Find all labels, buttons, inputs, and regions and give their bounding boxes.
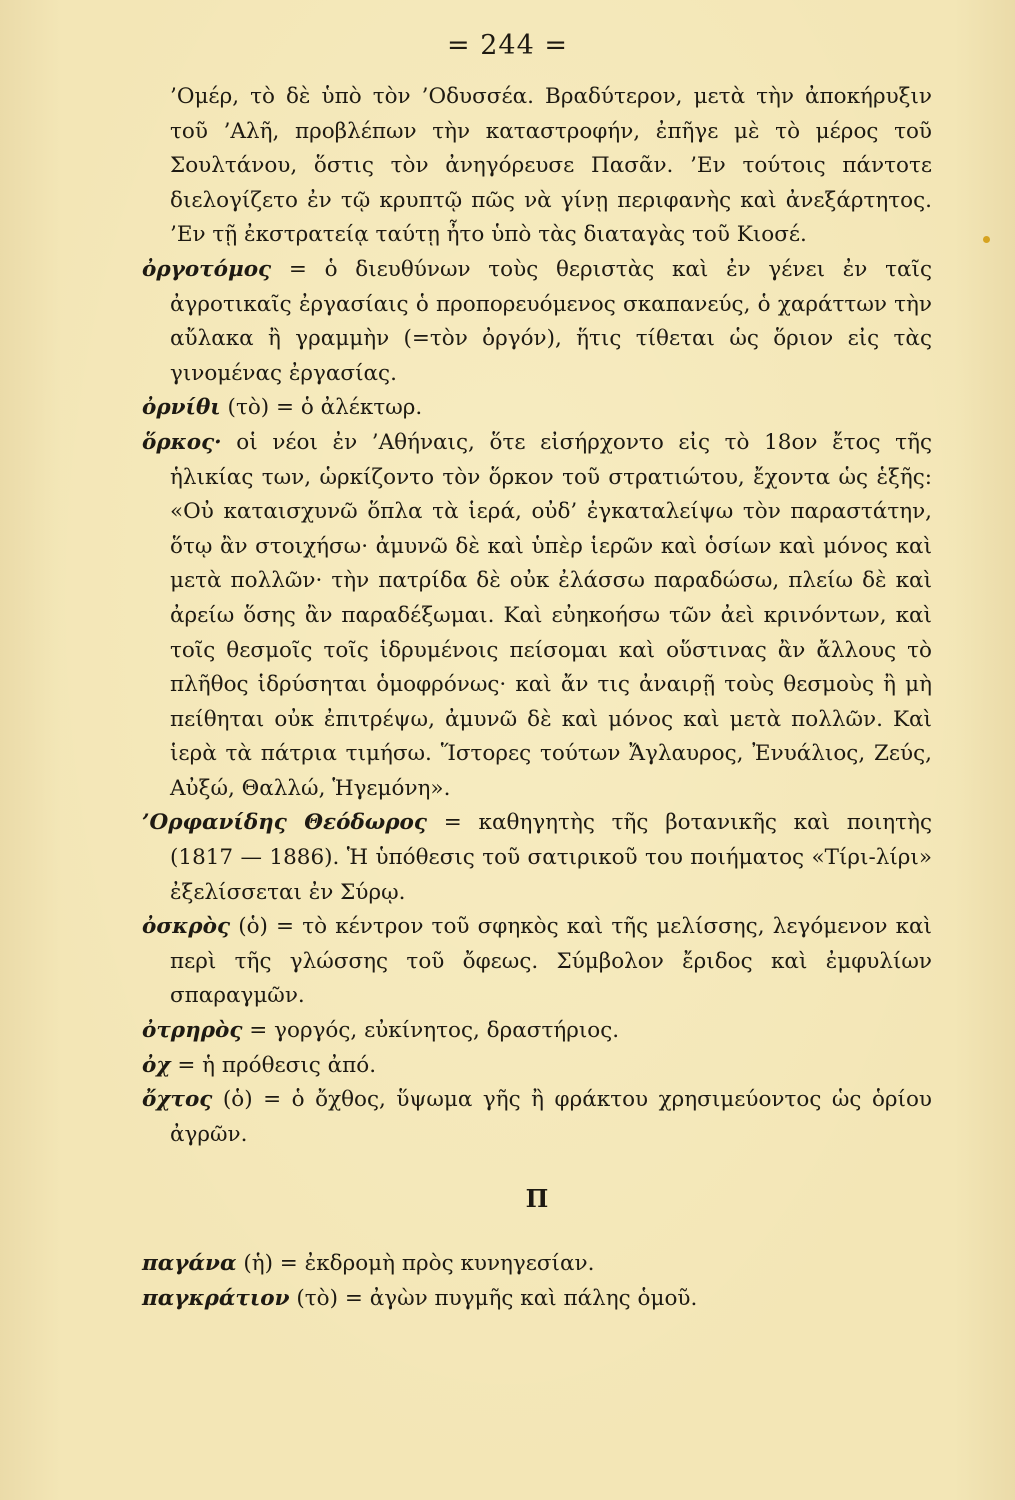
entry-ornithi — [142, 391, 932, 426]
page-number: = 244 = — [447, 30, 568, 61]
headword: ὀρνίθι — [142, 395, 221, 421]
definition: = καθηγητὴς τῆς βοτανικῆς καὶ ποιητὴς (1817 — 1886). Ἡ ὑπόθεσις τοῦ σατιρικοῦ του ποιήματος «Τίρι-λίρι» ἐξελίσσεται ἐν Σύρῳ. — [170, 810, 932, 905]
definition: οἱ νέοι ἐν ’Αθήναις, ὅτε εἰσήρχοντο εἰς τὸ 18ον ἔτος τῆς ἡλικίας των, ὡρκίζοντο τὸν ὅρκον τοῦ στρατιώτου, ἔχοντα ὡς ἑξῆς: «Οὐ καταισχυνῶ ὅπλα τὰ ἱερά, οὐδ’ ἐγκαταλείψω τὸν παραστάτην, ὅτῳ ἂν στοιχήσω· ἀμυνῶ δὲ καὶ ὑπὲρ ἱερῶν καὶ ὁσίων καὶ μόνος καὶ μετὰ πολλῶν· τὴν πατρίδα δὲ οὐκ ἐλάσσω παραδώσω, πλείω δὲ καὶ ἀρείω ὅσης ἂν παραδέξωμαι. Καὶ εὐηκοήσω τῶν ἀεὶ κρινόντων, καὶ τοῖς θεσμοῖς τοῖς ἱδρυμένοις πείσομαι καὶ οὕστινας ἂν ἄλλους τὸ πλῆθος ἱδρύσηται ὁμοφρόνως· καὶ ἄν τις ἀναιρῇ τοὺς θεσμοὺς ἢ μὴ πείθηται οὐκ ἐπιτρέψω, ἀμυνῶ δὲ καὶ μόνος καὶ μετὰ πολλῶν. Καὶ ἱερὰ τὰ πάτρια τιμήσω. Ἵστορες τούτων Ἄγλαυρος, Ἐνυάλιος, Ζεύς, Αὐξώ, Θαλλώ, Ἡγεμόνη». — [170, 429, 932, 801]
entry-otriros — [142, 1014, 932, 1049]
definition: (τὸ) = ὁ ἀλέκτωρ. — [220, 395, 423, 421]
headword: ὀχ — [142, 1052, 171, 1078]
entry-ochtos — [142, 1083, 932, 1152]
ink-dot — [983, 236, 990, 243]
dictionary-text — [142, 80, 932, 1316]
entry-orfanidis — [142, 806, 932, 910]
definition: (τὸ) = ἀγὼν πυγμῆς καὶ πάλης ὁμοῦ. — [289, 1285, 698, 1311]
entry-pagkration — [142, 1282, 932, 1317]
continuation-paragraph: ’Ομέρ, τὸ δὲ ὑπὸ τὸν ’Οδυσσέα. Βραδύτερον, μετὰ τὴν ἀποκήρυξιν τοῦ ’Αλῆ, προβλέπων τὴν καταστροφήν, ἐπῆγε μὲ τὸ μέρος τοῦ Σουλτάνου, ὅστις τὸν ἀνηγόρευσε Πασᾶν. ’Εν τούτοις πάντοτε διελογίζετο ἐν τῷ κρυπτῷ πῶς νὰ γίνῃ περιφανὴς καὶ ἀνεξάρτητος. ’Εν τῇ ἐκστρατείᾳ ταύτῃ ἦτο ὑπὸ τὰς διαταγὰς τοῦ Κιοσέ. — [170, 84, 932, 248]
entry-oskros — [142, 910, 932, 1014]
section-letter: Π — [525, 1184, 549, 1214]
entry-orkos — [142, 426, 932, 807]
entry-och — [142, 1049, 932, 1084]
headword: ὀργοτόμος — [142, 256, 272, 282]
headword: ὀσκρὸς — [142, 914, 231, 940]
headword: ὅρκος· — [142, 429, 222, 455]
definition: = ὁ διευθύνων τοὺς θεριστὰς καὶ ἐν γένει ἐν ταῖς ἀγροτικαῖς ἐργασίαις ὁ προπορευόμενος σκαπανεύς, ὁ χαράττων τὴν αὔλακα ἢ γραμμὴν (=τὸν ὀργόν), ἥτις τίθεται ὡς ὅριον εἰς τὰς γινομένας ἐργασίας. — [170, 256, 932, 386]
headword: ὄχτος — [142, 1087, 213, 1113]
definition: = ἡ πρόθεσις ἀπό. — [170, 1052, 377, 1078]
headword: παγάνα — [142, 1251, 237, 1276]
headword: ’Ορφανίδης Θεόδωρος — [142, 810, 427, 836]
headword: ὀτρηρὸς — [142, 1018, 243, 1044]
headword: παγκράτιον — [142, 1285, 290, 1311]
entry-pagana — [142, 1247, 932, 1282]
definition: (ὁ) = τὸ κέντρον τοῦ σφηκὸς καὶ τῆς μελίσσης, λεγόμενον καὶ περὶ τῆς γλώσσης τοῦ ὄφεως. Σύμβολον ἔριδος καὶ ἐμφυλίων σπαραγμῶν. — [170, 914, 932, 1009]
definition: (ἡ) = ἐκδρομὴ πρὸς κυνηγεσίαν. — [236, 1251, 595, 1276]
definition: (ὁ) = ὁ ὄχθος, ὕψωμα γῆς ἢ φράκτου χρησιμεύοντος ὡς ὁρίου ἀγρῶν. — [170, 1087, 932, 1147]
definition: = γοργός, εὐκίνητος, δραστήριος. — [242, 1018, 620, 1044]
entry-orgotomos — [142, 253, 932, 391]
